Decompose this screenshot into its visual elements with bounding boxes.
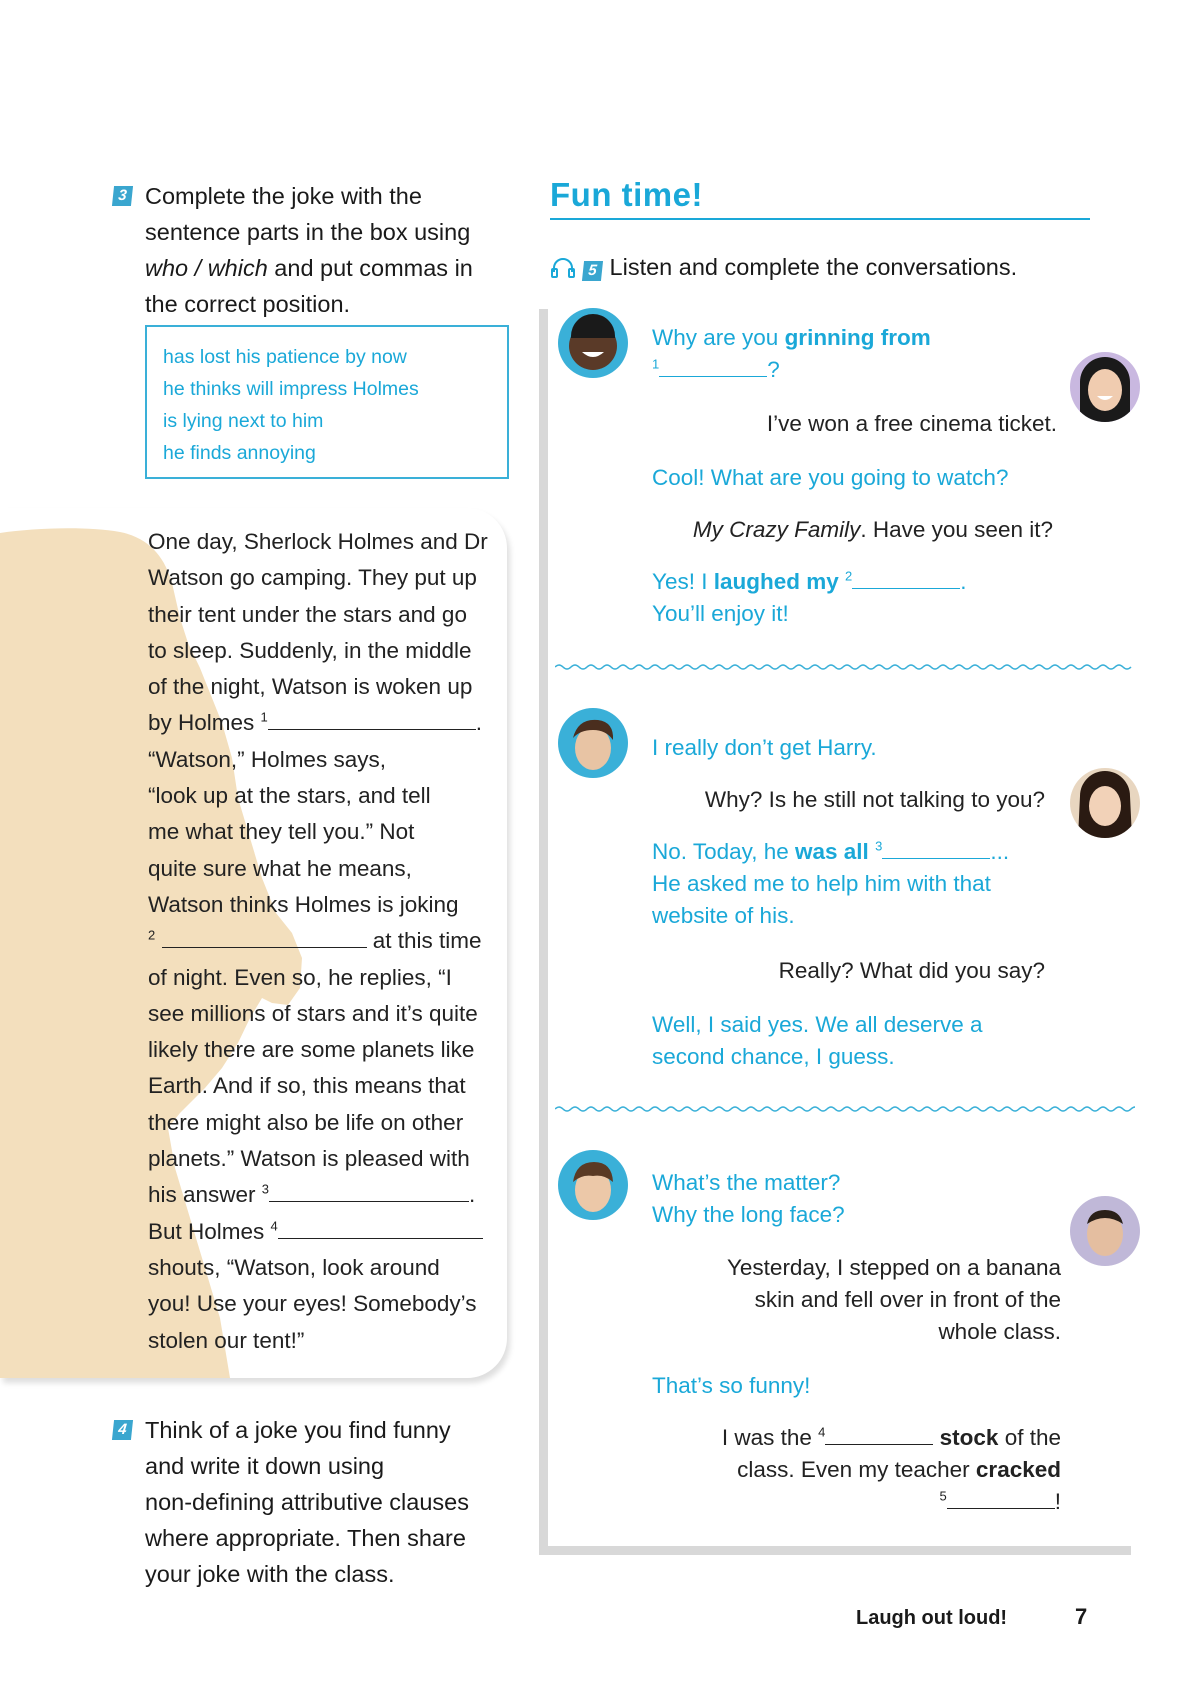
conv-gap-1-blank[interactable] [659,356,767,377]
conv2-line-a3: He asked me to help him with that [652,871,991,896]
box-item: he thinks will impress Holmes [163,378,419,400]
conv3-line-b4: I was the $^4$ stock of the [721,1424,1061,1450]
gap-4-blank[interactable] [278,1218,483,1239]
conv2-line-a6: second chance, I guess. [652,1044,895,1069]
conversation-panel-frame [539,309,548,1554]
conv2-line-a1: I really don’t get Harry. [652,735,877,760]
exercise-4-instructions: 4 Think of a joke you find funny and write it down using non-defining attributive clauses where appropriate. Then share your joke with the class. [145,1412,515,1592]
gap-2-blank[interactable] [162,927,367,948]
conv-gap-3-blank[interactable] [882,838,990,859]
gap-3-blank[interactable] [269,1181,469,1202]
conv1-line-b1: I’ve won a free cinema ticket. [766,411,1057,436]
instruction-line: the correct position. [145,291,351,317]
conv2-line-b1: Why? Is he still not talking to you? [704,787,1045,812]
who-which-text: who / which [145,255,268,281]
instruction-line: Complete the joke with the [145,183,422,209]
headphones-icon [550,256,576,278]
unit-title-footer: Laugh out loud! [856,1607,1008,1629]
speaker-avatar [1070,768,1140,838]
conv1-gap-1-line: $^1$ ? [652,356,780,382]
story-card [0,508,507,1378]
instruction-line: sentence parts in the box using [145,219,471,245]
speaker-avatar [558,308,628,378]
fun-time-rule [550,218,1090,220]
conv-gap-5-blank[interactable] [947,1488,1055,1509]
sentence-parts-box [145,325,509,479]
speaker-avatar [558,708,628,778]
wavy-divider [555,662,1135,672]
conv1-line-a3: Yes! I laughed my $^2$ . [652,568,967,594]
speaker-avatar [558,1150,628,1220]
story-gap-1-line: by Holmes $^1$ . [148,709,483,736]
story-text: One day, Sherlock Holmes and Dr Watson go camping. They put up their tent under the stars and go to sleep. Suddenly, in the middle of the night, Watson is woken up by Holmes $^1$ . “Watson,” Holmes says, “look up at the stars, and tell me what they tell you.” Not quite sure what he means, Watson thinks Holmes is joking $^2$ at this time of night. Even so, he replies, “I see millions of stars and it’s quite likely there are some planets like Earth. And if so, this means that there might also be life on other planets.” Watson is pleased with his answer $^3$ . But Holmes $^4$ shouts, “Watson, look around you! Use your eyes! Somebody’s stolen our tent!” [148,524,498,1359]
conv-gap-2-blank[interactable] [852,568,960,589]
exercise-5-instruction: 5 Listen and complete the conversations. [550,252,1017,282]
fun-time-title: Fun time! [550,176,703,213]
conv3-line-a1: What’s the matter? [652,1170,841,1195]
conv2-line-b2: Really? What did you say? [778,958,1045,983]
speaker-avatar [1070,352,1140,422]
conv3-gap-5-line: $^5$ ! [939,1488,1061,1514]
wavy-divider [555,1104,1135,1114]
conv1-line-b2: My Crazy Family. Have you seen it? [692,517,1053,542]
page-number: 7 [1075,1604,1088,1629]
box-item: has lost his patience by now [163,346,407,368]
conv3-line-b3: whole class. [938,1319,1061,1344]
story-gap-2-line: $^2$ at this time [148,927,482,954]
conv3-line-b2: skin and fell over in front of the [754,1287,1061,1312]
conv2-line-a4: website of his. [652,903,795,928]
conv1-line-a2: Cool! What are you going to watch? [652,465,1009,490]
conv3-line-a3: That’s so funny! [652,1373,811,1398]
box-item: he finds annoying [163,442,316,464]
conv3-line-a2: Why the long face? [652,1202,845,1227]
conv3-line-b1: Yesterday, I stepped on a banana [726,1255,1061,1280]
box-item: is lying next to him [163,410,324,432]
conv2-line-a2: No. Today, he was all $^3$ ... [652,838,1010,864]
conv2-line-a5: Well, I said yes. We all deserve a [652,1012,983,1037]
exercise-3-instructions [117,178,505,322]
exercise-number-badge: 3 [112,186,133,206]
speaker-avatar [1070,1196,1140,1266]
story-gap-3-line: his answer $^3$ . [148,1181,476,1208]
gap-1-blank[interactable] [268,709,476,730]
conv-gap-4-blank[interactable] [825,1424,933,1445]
exercise-number-badge: 4 [112,1420,133,1440]
instruction-line: who / which and put commas in [145,255,473,281]
exercise-number-badge: 5 [581,261,602,281]
conv3-line-b5: class. Even my teacher cracked [737,1457,1061,1482]
conv1-line-a1: Why are you grinning from [652,325,931,350]
conversation-panel-frame-bottom [539,1546,1131,1555]
conv1-line-a4: You’ll enjoy it! [652,601,789,626]
story-gap-4-line: But Holmes $^4$ [148,1214,498,1250]
